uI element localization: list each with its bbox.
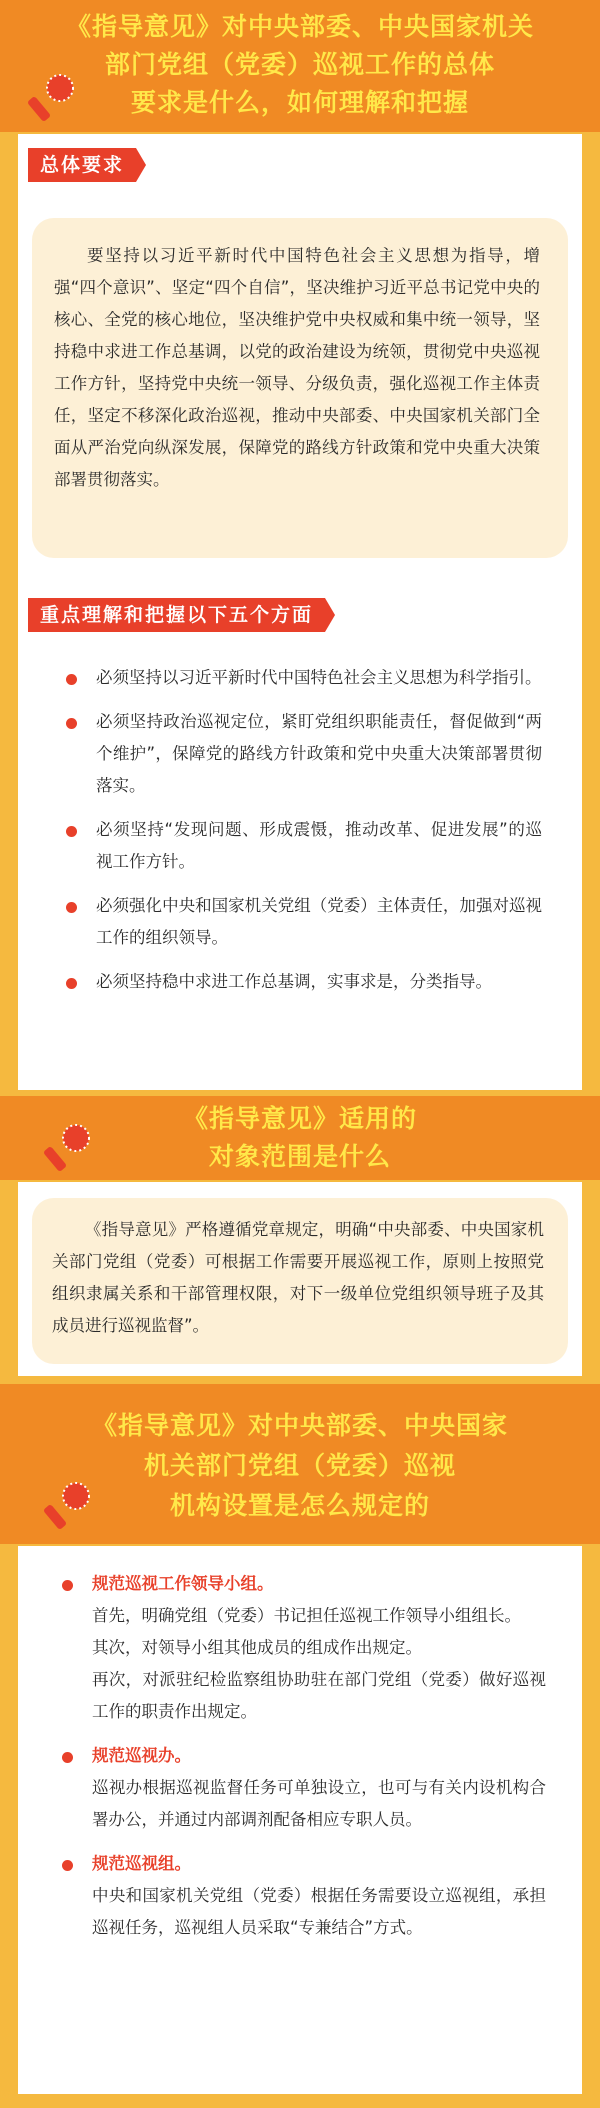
bullet-dot-icon — [62, 1580, 73, 1591]
section3-panel — [18, 1546, 582, 2094]
bullet-dot-icon — [62, 1860, 73, 1871]
item-title: 规范巡视组。 — [92, 1854, 191, 1873]
section1-title-line-2: 部门党组（党委）巡视工作的总体 — [104, 50, 495, 79]
item-title: 规范巡视工作领导小组。 — [92, 1574, 274, 1593]
item-line: 首先，明确党组（党委）书记担任巡视工作领导小组组长。 — [92, 1606, 521, 1625]
section1-title-line-3: 要求是什么，如何理解和把握 — [130, 88, 469, 117]
section3-title-line-3: 机构设置是怎么规定的 — [169, 1491, 430, 1520]
list-item: 必须强化中央和国家机关党组（党委）主体责任，加强对巡视工作的组织领导。 — [60, 890, 542, 954]
bullet-dot-icon — [66, 674, 77, 685]
bullet-dot-icon — [66, 978, 77, 989]
section3-title-line-2: 机关部门党组（党委）巡视 — [143, 1451, 456, 1480]
five-aspects-list — [60, 662, 542, 1010]
list-item — [56, 1848, 546, 1944]
five-aspects-tag: 重点理解和把握以下五个方面 — [28, 598, 325, 632]
section3-title-line-1: 《指导意见》对中央部委、中央国家 — [91, 1411, 508, 1440]
item-line: 中央和国家机关党组（党委）根据任务需要设立巡视组，承担巡视任务，巡视组人员采取“专兼结合”方式。 — [92, 1886, 546, 1937]
section2-title-line-1: 《指导意见》适用的 — [182, 1104, 417, 1133]
microphone-icon — [24, 70, 78, 124]
overall-requirements-tag: 总体要求 — [28, 148, 136, 182]
microphone-icon — [40, 1478, 94, 1532]
overall-requirements-box — [32, 218, 568, 558]
bullet-dot-icon — [62, 1752, 73, 1763]
section1-panel — [18, 134, 582, 1090]
section1-header — [0, 0, 600, 132]
item-line: 再次，对派驻纪检监察组协助驻在部门党组（党委）做好巡视工作的职责作出规定。 — [92, 1670, 546, 1721]
item-line: 巡视办根据巡视监督任务可单独设立，也可与有关内设机构合署办公，并通过内部调剂配备相应专职人员。 — [92, 1778, 546, 1829]
item-line: 其次，对领导小组其他成员的组成作出规定。 — [92, 1638, 422, 1657]
list-item: 必须坚持以习近平新时代中国特色社会主义思想为科学指引。 — [60, 662, 542, 694]
bullet-dot-icon — [66, 902, 77, 913]
section1-title-line-1: 《指导意见》对中央部委、中央国家机关 — [65, 12, 534, 41]
list-item — [56, 1568, 546, 1728]
item-title: 规范巡视办。 — [92, 1746, 191, 1765]
scope-box — [32, 1198, 568, 1364]
section2-panel — [18, 1182, 582, 1376]
list-item: 必须坚持“发现问题、形成震慑，推动改革、促进发展”的巡视工作方针。 — [60, 814, 542, 878]
institution-setup-list — [56, 1568, 546, 1956]
bullet-dot-icon — [66, 826, 77, 837]
bullet-dot-icon — [66, 718, 77, 729]
section3-header — [0, 1384, 600, 1544]
list-item: 必须坚持稳中求进工作总基调，实事求是，分类指导。 — [60, 966, 542, 998]
microphone-icon — [40, 1120, 94, 1174]
list-item: 必须坚持政治巡视定位，紧盯党组织职能责任，督促做到“两个维护”，保障党的路线方针政策和党中央重大决策部署贯彻落实。 — [60, 706, 542, 802]
section2-title-line-2: 对象范围是什么 — [208, 1142, 391, 1171]
list-item — [56, 1740, 546, 1836]
overall-requirements-paragraph: 要坚持以习近平新时代中国特色社会主义思想为指导，增强“四个意识”、坚定“四个自信”，坚决维护习近平总书记党中央的核心、全党的核心地位，坚决维护党中央权威和集中统一领导，坚持稳中求进工作总基调，以党的政治建设为统领，贯彻党中央巡视工作方针，坚持党中央统一领导、分级负责，强化巡视工作主体责任，坚定不移深化政治巡视，推动中央部委、中央国家机关部门全面从严治党向纵深发展，保障党的路线方针政策和党中央重大决策部署贯彻落实。 — [54, 246, 540, 489]
scope-paragraph: 《指导意见》严格遵循党章规定，明确“中央部委、中央国家机关部门党组（党委）可根据工作需要开展巡视工作，原则上按照党组织隶属关系和干部管理权限，对下一级单位党组织领导班子及其成员进行巡视监督”。 — [52, 1220, 544, 1335]
section2-header — [0, 1096, 600, 1180]
